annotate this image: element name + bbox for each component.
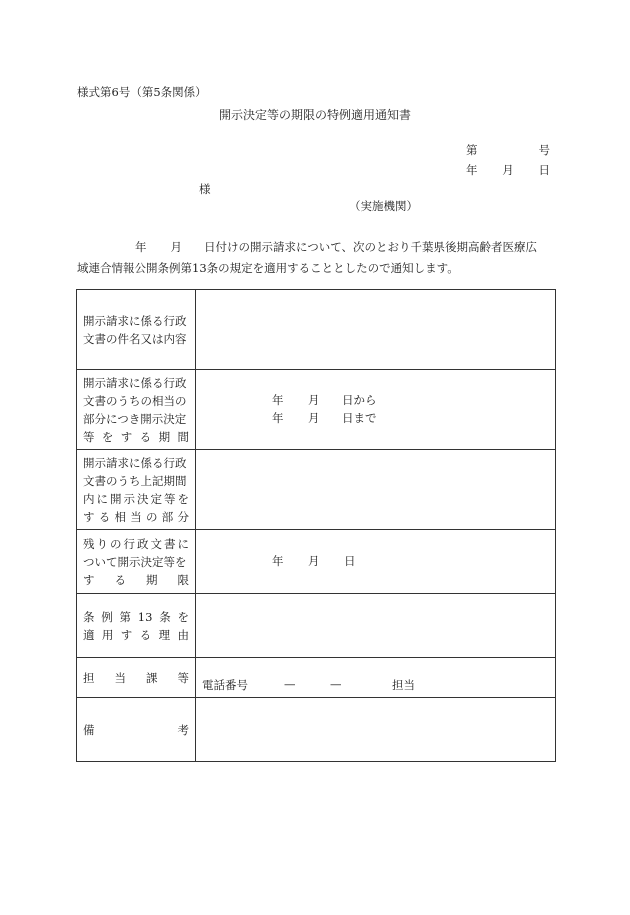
notice-body-text xyxy=(77,237,557,279)
table-row xyxy=(77,290,556,370)
table-row xyxy=(77,450,556,530)
implementing-agency: （実施機関） xyxy=(349,199,418,213)
row-label xyxy=(77,450,196,530)
label-line-justified: す る 相 当 の 部 分 xyxy=(83,509,189,524)
row-label xyxy=(77,530,196,594)
document-title: 開示決定等の期限の特例適用通知書 xyxy=(218,108,411,122)
label-line-justified: 条 例 第 13 条 を xyxy=(83,609,189,624)
row-value[interactable] xyxy=(196,698,556,762)
phone-label: 電話番号 xyxy=(202,678,248,692)
row-label xyxy=(77,658,196,698)
contact-line xyxy=(196,677,555,695)
label-line-justified: 担 当 課 等 xyxy=(83,670,189,685)
period-until-line xyxy=(196,410,555,428)
until-month: 月 xyxy=(308,410,320,425)
phone-dash-1: — xyxy=(284,677,296,691)
label-line: 文書の件名又は内容 xyxy=(83,331,187,346)
from-day: 日から xyxy=(342,392,377,407)
row-label xyxy=(77,698,196,762)
form-number-label: 様式第6号（第5条関係） xyxy=(77,85,207,99)
phone-dash-2: — xyxy=(330,677,342,691)
label-line: 文書のうち上記期間 xyxy=(83,473,187,488)
notice-number-line xyxy=(466,142,550,158)
from-year: 年 xyxy=(272,392,284,407)
until-day: 日まで xyxy=(342,410,377,425)
notice-date-line xyxy=(466,162,550,178)
year-label: 年 xyxy=(466,163,478,177)
label-line-justified: 内 に 開 示 決 定 等 を xyxy=(83,491,189,506)
dai-label: 第 xyxy=(466,143,478,157)
table-row xyxy=(77,698,556,762)
label-line: 開示請求に係る行政 xyxy=(83,375,187,390)
table-row xyxy=(77,594,556,658)
label-line-justified: 適 用 す る 理 由 xyxy=(83,627,189,642)
deadline-month: 月 xyxy=(308,553,320,568)
label-line: 開示請求に係る行政 xyxy=(83,313,187,328)
deadline-year: 年 xyxy=(272,553,284,568)
from-month: 月 xyxy=(308,392,320,407)
row-value[interactable] xyxy=(196,530,556,594)
row-label xyxy=(77,594,196,658)
row-value[interactable] xyxy=(196,450,556,530)
label-line: 文書のうちの相当の xyxy=(83,393,187,408)
label-line-justified: 備 考 xyxy=(83,722,189,737)
label-line: 部分につき開示決定 xyxy=(83,411,187,426)
label-line: ついて開示決定等を xyxy=(83,554,187,569)
row-label xyxy=(77,370,196,450)
row-value[interactable] xyxy=(196,370,556,450)
table-row xyxy=(77,658,556,698)
body-text-line1: 日付けの開示請求について、次のとおり千葉県後期高齢者医療広 xyxy=(204,240,538,254)
go-label: 号 xyxy=(538,143,550,157)
addressee-sama: 様 xyxy=(199,182,211,196)
label-line-justified: す る 期 限 xyxy=(83,572,189,587)
month-label: 月 xyxy=(502,163,514,177)
body-text-line2: 域連合情報公開条例第13条の規定を適用することとしたので通知します。 xyxy=(77,261,459,275)
label-line: 開示請求に係る行政 xyxy=(83,455,187,470)
table-row xyxy=(77,370,556,450)
table-row xyxy=(77,530,556,594)
label-line-justified: 等 を す る 期 間 xyxy=(83,429,189,444)
deadline-day: 日 xyxy=(344,553,356,568)
period-from-line xyxy=(196,392,555,410)
row-value[interactable] xyxy=(196,594,556,658)
row-value[interactable] xyxy=(196,290,556,370)
row-value[interactable] xyxy=(196,658,556,698)
until-year: 年 xyxy=(272,410,284,425)
label-line-justified: 残 り の 行 政 文 書 に xyxy=(83,536,189,551)
day-label: 日 xyxy=(538,163,550,177)
deadline-line xyxy=(196,553,555,571)
tantou-label: 担当 xyxy=(392,678,415,692)
notice-table xyxy=(76,289,556,762)
row-label xyxy=(77,290,196,370)
body-year: 年 xyxy=(135,240,147,254)
body-month: 月 xyxy=(170,240,182,254)
